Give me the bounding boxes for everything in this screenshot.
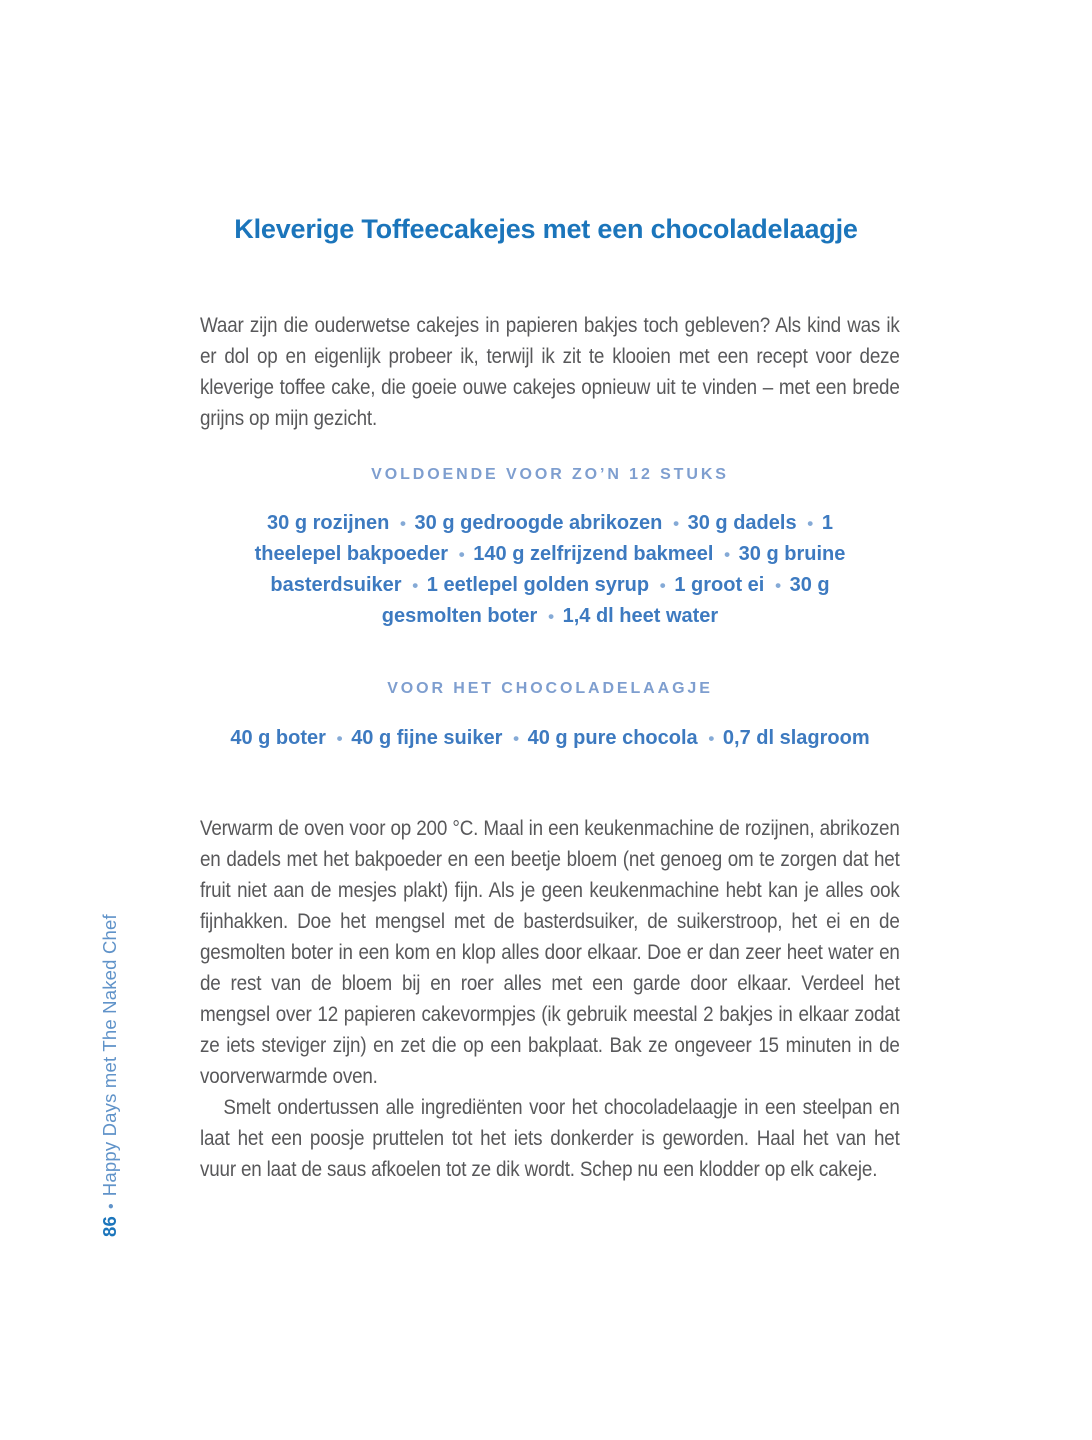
ingredient-list-chocolate: [226, 723, 874, 754]
chocolate-layer-heading: VOOR HET CHOCOLADELAAGJE: [387, 680, 713, 697]
book-title: Happy Days met The Naked Chef: [99, 914, 120, 1197]
bullet-separator-icon: •: [802, 514, 814, 533]
yield-heading: VOLDOENDE VOOR ZO’N 12 STUKS: [371, 466, 729, 483]
bullet-separator-icon: •: [543, 607, 555, 626]
ingredient-item: 1 theelepel bakpoeder: [254, 512, 833, 565]
bullet-separator-icon: •: [454, 545, 465, 564]
ingredient-item: 40 g fijne suiker: [351, 727, 503, 749]
bullet-separator-icon: •: [407, 576, 419, 595]
ingredient-list-main: [226, 508, 874, 632]
ingredient-item: 30 g rozijnen: [267, 512, 390, 534]
intro-paragraph: Waar zijn die ouderwetse cakejes in papieren bakjes toch gebleven? Als kind was ik er dol op en eigenlijk probeer ik, terwijl ik zit te klooien met een recept voor deze kleverige toffee cake, die goeie ouwe cakejes opnieuw uit te vinden – met een brede grijns op mijn gezicht.: [200, 314, 900, 430]
bullet-separator-icon: •: [655, 576, 666, 595]
ingredient-item: 40 g pure chocola: [527, 727, 698, 749]
recipe-title: Kleverige Toffeecakejes met een chocoladelaagje: [234, 214, 858, 245]
ingredient-item: 0,7 dl slagroom: [722, 727, 870, 749]
method-paragraph-2: Smelt ondertussen alle ingrediënten voor het chocoladelaagje in een steelpan en laat het een poosje pruttelen tot het iets donkerder is geworden. Haal het van het vuur en laat de saus afkoelen tot ze dik wordt. Schep nu een klodder op elk cakeje.: [200, 1096, 900, 1181]
method-paragraph-1: Verwarm de oven voor op 200 °C. Maal in een keukenmachine de rozijnen, abrikozen en dadels met het bakpoeder en een beetje bloem (net genoeg om te zorgen dat het fruit niet aan de mesjes plakt) fijn. Als je geen keukenmachine hebt kan je alles ook fijnhakken. Doe het mengsel met de basterdsuiker, de suikerstroop, het ei en de gesmolten boter in een kom en klop alles door elkaar. Doe er dan zeer heet water en de rest van de bloem bij en roer alles met een garde door elkaar. Verdeel het mengsel over 12 papieren cakevormpjes (ik gebruik meestal 2 bakjes in elkaar zodat ze iets steviger zijn) en zet die op een bakplaat. Bak ze ongeveer 15 minuten in de voorverwarmde oven.: [200, 817, 900, 1088]
bullet-separator-icon: •: [668, 514, 680, 533]
method-text: [200, 813, 900, 1185]
ingredient-item: 1 eetlepel golden syrup: [426, 574, 650, 596]
bullet-separator-icon: •: [508, 729, 520, 748]
ingredient-item: 40 g boter: [230, 727, 326, 749]
ingredient-item: 1 groot ei: [674, 574, 765, 596]
ingredient-item: 30 g dadels: [687, 512, 797, 534]
bullet-separator-icon: •: [703, 729, 715, 748]
bullet-separator-icon: •: [331, 729, 343, 748]
page-footer-vertical: [99, 914, 121, 1237]
footer-bullet-icon: •: [103, 1203, 120, 1210]
ingredient-item: 30 g bruine basterdsuiker: [270, 543, 846, 596]
bullet-separator-icon: •: [770, 576, 782, 595]
bullet-separator-icon: •: [395, 514, 406, 533]
bullet-separator-icon: •: [719, 545, 731, 564]
page-number: 86: [99, 1216, 120, 1237]
ingredient-item: 1,4 dl heet water: [562, 605, 719, 627]
ingredient-item: 30 g gedroogde abrikozen: [414, 512, 663, 534]
ingredient-item: 140 g zelfrijzend bakmeel: [473, 543, 714, 565]
ingredient-item: 30 g gesmolten boter: [381, 574, 830, 627]
